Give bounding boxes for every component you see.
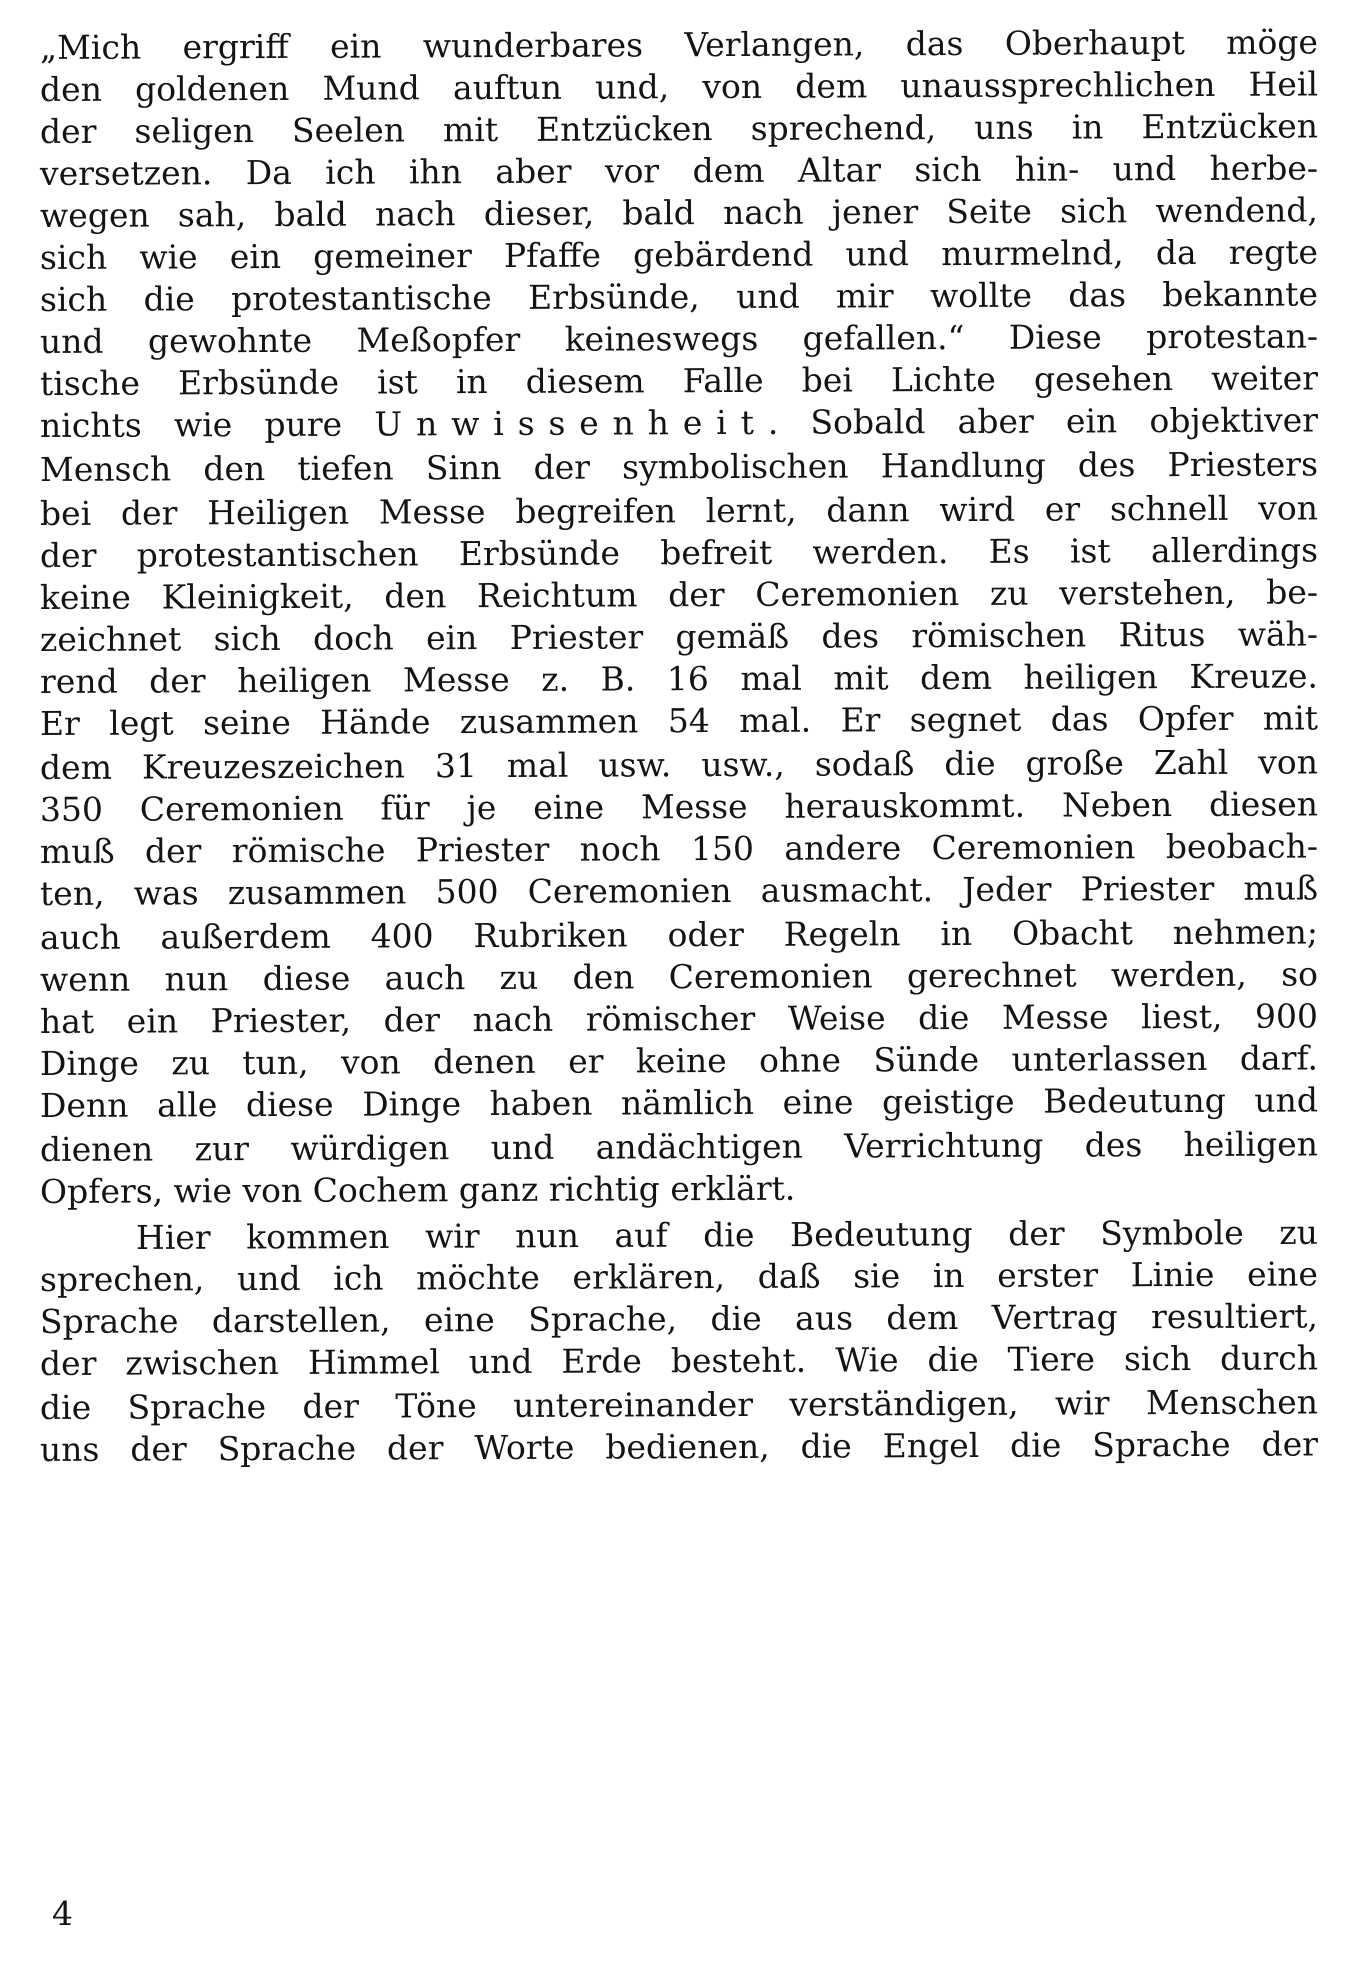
text-line: 350 Ceremonien für je eine Messe herauskommt. Neben diesen: [39, 784, 1319, 829]
text-line: zeichnet sich doch ein Priester gemäß des römischen Ritus wäh-: [39, 614, 1319, 659]
text-line: Mensch den tiefen Sinn der symbolischen Handlung des Priesters: [39, 444, 1319, 489]
text-line: uns der Sprache der Worte bedienen, die Engel die Sprache der: [39, 1424, 1319, 1469]
text-line: Er legt seine Hände zusammen 54 mal. Er segnet das Opfer mit: [39, 698, 1319, 743]
text-line: wegen sah, bald nach dieser, bald nach jener Seite sich wendend,: [39, 190, 1319, 235]
text-line: Dinge zu tun, von denen er keine ohne Sünde unterlassen darf.: [39, 1038, 1319, 1083]
text-line: hat ein Priester, der nach römischer Weise die Messe liest, 900: [39, 996, 1319, 1041]
emphasized-word: Unwissenheit: [374, 402, 768, 444]
text-line: „Mich ergriff ein wunderbares Verlangen, das Oberhaupt möge: [39, 22, 1319, 67]
text-line: der protestantischen Erbsünde befreit werden. Es ist allerdings: [39, 530, 1319, 575]
text-line: die Sprache der Töne untereinander verständigen, wir Menschen: [39, 1382, 1319, 1427]
text-line: Opfers, wie von Cochem ganz richtig erklärt.: [39, 1168, 796, 1211]
text-line: den goldenen Mund auftun und, von dem unaussprechlichen Heil: [39, 64, 1319, 109]
text-line: der seligen Seelen mit Entzücken sprechend, uns in Entzücken: [39, 106, 1319, 151]
text-line: dem Kreuzeszeichen 31 mal usw. usw., sodaß die große Zahl von: [39, 742, 1319, 787]
text-line: muß der römische Priester noch 150 andere Ceremonien beobach-: [39, 826, 1319, 871]
text-line: auch außerdem 400 Rubriken oder Regeln in Obacht nehmen;: [39, 912, 1319, 957]
text-line: dienen zur würdigen und andächtigen Verrichtung des heiligen: [39, 1124, 1319, 1169]
text-line: Denn alle diese Dinge haben nämlich eine geistige Bedeutung und: [39, 1080, 1319, 1125]
text-line: rend der heiligen Messe z. B. 16 mal mit dem heiligen Kreuze.: [39, 656, 1319, 701]
text-line: nichts wie pure Unwissenheit. Sobald aber ein objektiver: [39, 400, 1319, 445]
text-line: und gewohnte Meßopfer keineswegs gefallen.“ Diese protestan-: [39, 316, 1319, 361]
text-line: der zwischen Himmel und Erde besteht. Wie die Tiere sich durch: [39, 1338, 1319, 1383]
text-line: sprechen, und ich möchte erklären, daß sie in erster Linie eine: [39, 1254, 1319, 1299]
text-line: bei der Heiligen Messe begreifen lernt, dann wird er schnell von: [39, 488, 1319, 533]
text-line: keine Kleinigkeit, den Reichtum der Ceremonien zu verstehen, be-: [39, 572, 1319, 617]
text-line: sich die protestantische Erbsünde, und mir wollte das bekannte: [39, 274, 1319, 319]
text-line: Sprache darstellen, eine Sprache, die aus dem Vertrag resultiert,: [39, 1296, 1319, 1341]
text-line: versetzen. Da ich ihn aber vor dem Altar sich hin- und herbe-: [39, 148, 1319, 193]
text-line: Hier kommen wir nun auf die Bedeutung der Symbole zu: [135, 1212, 1319, 1257]
page-number: 4: [52, 1894, 73, 1933]
text-line: ten, was zusammen 500 Ceremonien ausmacht. Jeder Priester muß: [39, 868, 1319, 913]
text-line: wenn nun diese auch zu den Ceremonien gerechnet werden, so: [39, 954, 1319, 999]
text-line: tische Erbsünde ist in diesem Falle bei Lichte gesehen weiter: [39, 358, 1319, 403]
text-line: sich wie ein gemeiner Pfaffe gebärdend und murmelnd, da regte: [39, 232, 1319, 277]
